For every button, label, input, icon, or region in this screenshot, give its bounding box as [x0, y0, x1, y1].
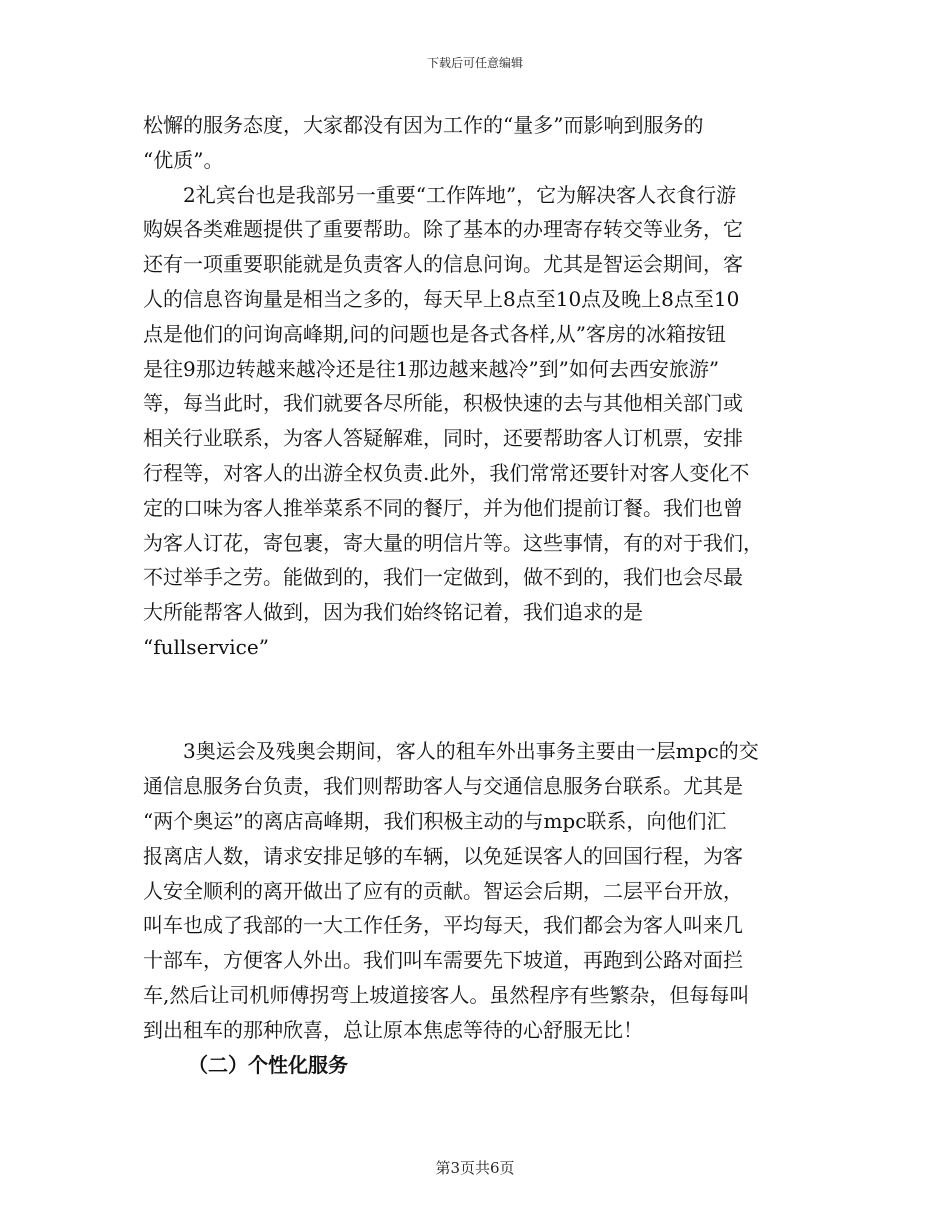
text-line: 还有一项重要职能就是负责客人的信息问询。尤其是智运会期间，客 — [143, 252, 743, 277]
text-line: “优质”。 — [143, 147, 224, 172]
body-text — [143, 108, 823, 1082]
text-line: 等，每当此时，我们就要各尽所能，积极快速的去与其他相关部门或 — [143, 391, 743, 416]
paragraph-spacer — [143, 700, 823, 735]
text-line: 2礼宾台也是我部另一重要“工作阵地”，它为解决客人衣食行游 — [143, 182, 737, 207]
text-line: 定的口味为客人推举菜系不同的餐厅，并为他们提前订餐。我们也曾 — [143, 495, 743, 520]
text-line: 购娱各类难题提供了重要帮助。除了基本的办理寄存转交等业务，它 — [143, 217, 743, 242]
text-line: 松懈的服务态度，大家都没有因为工作的“量多”而影响到服务的 — [143, 113, 704, 137]
page-footer: 第3页共6页 — [435, 1159, 515, 1177]
text-line: 人安全顺利的离开做出了应有的贡献。智运会后期，二层平台开放， — [143, 878, 743, 903]
text-line: 大所能帮客人做到，因为我们始终铭记着，我们追求的是 — [143, 600, 643, 625]
text-line: “fullservice” — [143, 634, 269, 659]
section-heading: （二）个性化服务 — [188, 1052, 348, 1077]
text-line: 人的信息咨询量是相当之多的，每天早上8点至10点及晚上8点至10 — [143, 286, 740, 311]
text-line: 十部车，方便客人外出。我们叫车需要先下坡道，再跑到公路对面拦 — [143, 948, 743, 973]
text-line: 行程等，对客人的出游全权负责.此外，我们常常还要针对客人变化不 — [143, 460, 750, 485]
text-line: 为客人订花，寄包裹，寄大量的明信片等。这些事情，有的对于我们， — [143, 530, 763, 555]
text-line: 报离店人数，请求安排足够的车辆，以免延误客人的回国行程，为客 — [143, 843, 743, 868]
text-line: 点是他们的问询高峰期,问的问题也是各式各样,从”客房的冰箱按钮 — [143, 321, 726, 346]
text-line: “两个奥运”的离店高峰期，我们积极主动的与mpc联系，向他们汇 — [143, 808, 727, 833]
text-line: 通信息服务台负责，我们则帮助客人与交通信息服务台联系。尤其是 — [143, 774, 743, 799]
text-line: 不过举手之劳。能做到的，我们一定做到，做不到的，我们也会尽最 — [143, 565, 743, 590]
paragraph-spacer — [143, 665, 823, 700]
text-line: 是往9那边转越来越冷还是往1那边越来越冷”到”如何去西安旅游” — [143, 356, 720, 381]
text-line: 3奥运会及残奥会期间，客人的租车外出事务主要由一层mpc的交 — [143, 739, 759, 764]
text-line: 车,然后让司机师傅拐弯上坡道接客人。虽然程序有些繁杂，但每每叫 — [143, 982, 750, 1007]
page-header: 下载后可任意编辑 — [426, 56, 523, 70]
text-line: 叫车也成了我部的一大工作任务，平均每天，我们都会为客人叫来几 — [143, 913, 743, 938]
text-line: 到出租车的那种欣喜，总让原本焦虑等待的心舒服无比！ — [143, 1017, 643, 1042]
text-line: 相关行业联系，为客人答疑解难，同时，还要帮助客人订机票，安排 — [143, 426, 743, 451]
